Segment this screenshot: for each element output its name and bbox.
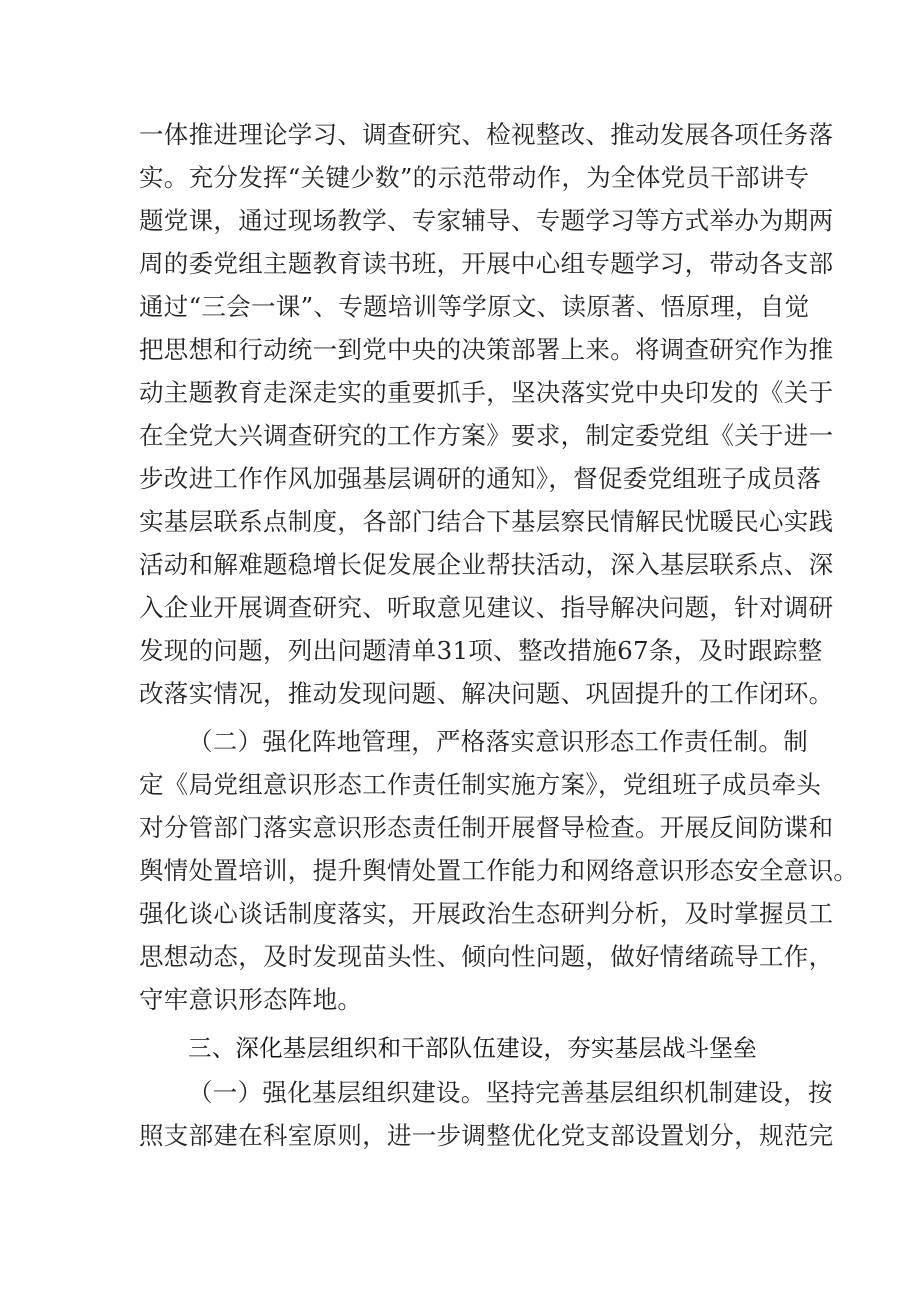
paragraph-1-line-7: 动主题教育走深走实的重要抓手，坚决落实党中央印发的《关于 bbox=[139, 378, 834, 407]
paragraph-2-line-4: 舆情处置培训，提升舆情处置工作能力和网络意识形态安全意识。 bbox=[139, 856, 859, 885]
paragraph-1-line-11: 活动和解难题稳增长促发展企业帮扶活动，深入基层联系点、深 bbox=[139, 550, 834, 579]
section-heading: 三、深化基层组织和干部队伍建设，夯实基层战斗堡垒 bbox=[188, 1034, 757, 1062]
paragraph-3-line-2: 照支部建在科室原则，进一步调整优化党支部设置划分，规范完 bbox=[139, 1121, 834, 1150]
paragraph-2-line-3: 对分管部门落实意识形态责任制开展督导检查。开展反间防谍和 bbox=[139, 813, 834, 842]
paragraph-2-line-6: 思想动态，及时发现苗头性、倾向性问题，做好情绪疏导工作， bbox=[139, 942, 834, 971]
paragraph-1-line-6: 把思想和行动统一到党中央的决策部署上来。将调查研究作为推 bbox=[139, 335, 834, 364]
paragraph-1-line-2: 实。充分发挥“关键少数”的示范带动作，为全体党员干部讲专 bbox=[139, 163, 810, 192]
paragraph-1-line-3: 题党课，通过现场教学、专家辅导、专题学习等方式举办为期两 bbox=[139, 206, 834, 235]
paragraph-1-line-14: 改落实情况，推动发现问题、解决问题、巩固提升的工作闭环。 bbox=[139, 679, 834, 708]
paragraph-2-line-7: 守牢意识形态阵地。 bbox=[139, 985, 363, 1014]
paragraph-2-line-1: （二）强化阵地管理，严格落实意识形态工作责任制。制 bbox=[188, 727, 808, 756]
paragraph-1-line-1: 一体推进理论学习、调查研究、检视整改、推动发展各项任务落 bbox=[139, 120, 834, 149]
paragraph-1-line-8: 在全党大兴调查研究的工作方案》要求，制定委党组《关于进一 bbox=[139, 421, 834, 450]
paragraph-2-line-2: 定《局党组意识形态工作责任制实施方案》，党组班子成员牵头 bbox=[139, 770, 822, 799]
paragraph-2-line-5: 强化谈心谈话制度落实，开展政治生态研判分析，及时掌握员工 bbox=[139, 899, 834, 928]
paragraph-1-line-12: 入企业开展调查研究、听取意见建议、指导解决问题，针对调研 bbox=[139, 593, 834, 622]
paragraph-3-line-1: （一）强化基层组织建设。坚持完善基层组织机制建设，按 bbox=[188, 1078, 833, 1107]
paragraph-1-line-13: 发现的问题，列出问题清单31项、整改措施67条，及时跟踪整 bbox=[139, 636, 823, 665]
paragraph-1-line-9: 步改进工作作风加强基层调研的通知》，督促委党组班子成员落 bbox=[139, 464, 822, 493]
paragraph-1-line-5: 通过“三会一课”、专题培训等学原文、读原著、悟原理，自觉 bbox=[139, 292, 810, 321]
paragraph-1-line-10: 实基层联系点制度，各部门结合下基层察民情解民忧暖民心实践 bbox=[139, 507, 834, 536]
paragraph-1-line-4: 周的委党组主题教育读书班，开展中心组专题学习，带动各支部 bbox=[139, 249, 834, 278]
